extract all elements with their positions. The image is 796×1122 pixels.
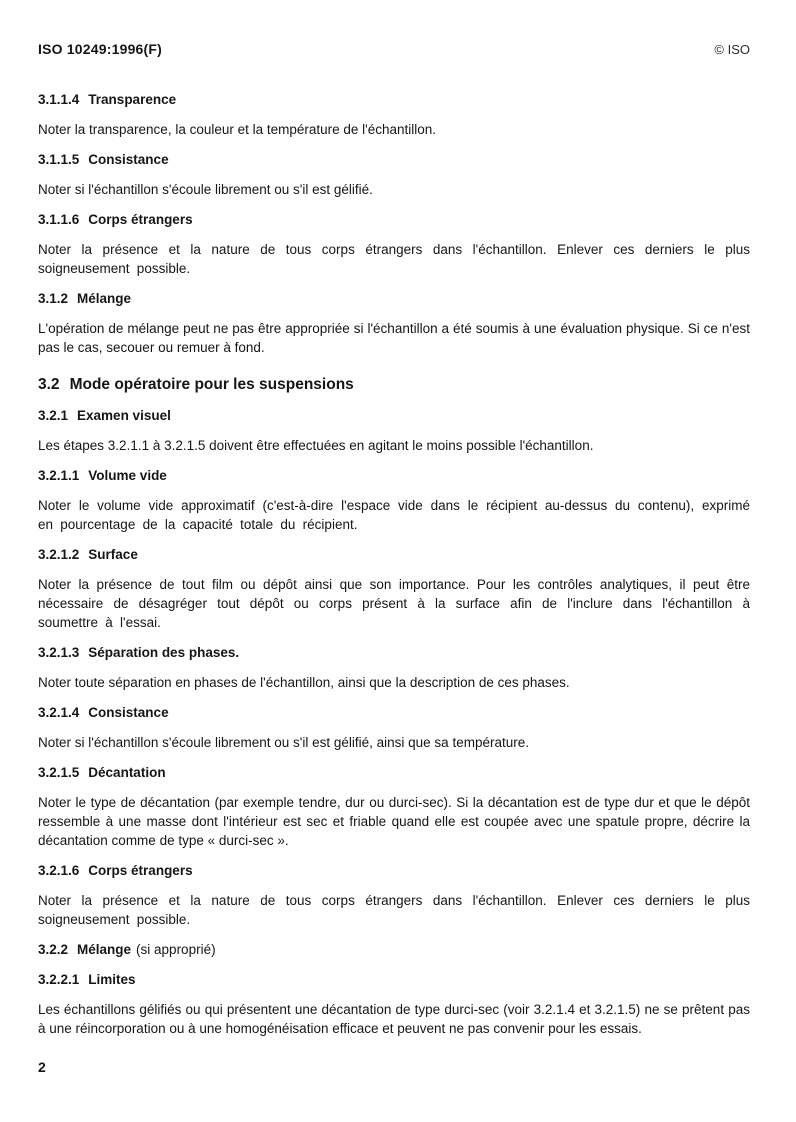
document-reference: ISO 10249:1996(F) [38,41,163,57]
section-title: Consistance [88,152,169,167]
section-heading [38,643,750,662]
section-title: Mélange [77,291,132,306]
section-heading [38,210,750,229]
section-number: 3.1.1.4 [38,92,80,107]
section-number: 3.2 [38,376,60,393]
paragraph: Noter le volume vide approximatif (c'est-à-dire l'espace vide dans le récipient au-dessus du contenu), exprimé en pourcentage de la capacité totale du récipient. [38,498,750,532]
paragraph: Noter la présence et la nature de tous corps étrangers dans l'échantillon. Enlever ces derniers le plus soigneusement possible. [38,242,750,276]
section-title: Corps étrangers [88,863,193,878]
section-title: Surface [88,547,138,562]
section-heading [38,289,750,308]
section-number: 3.2.2 [38,942,69,957]
paragraph: L'opération de mélange peut ne pas être appropriée si l'échantillon a été soumis à une évaluation physique. Si ce n'est pas le cas, secouer ou remuer à fond. [38,321,750,355]
section-number: 3.1.1.5 [38,152,80,167]
section-title: Décantation [88,765,166,780]
section-number: 3.2.1.2 [38,547,80,562]
paragraph: Noter si l'échantillon s'écoule librement ou s'il est gélifié. [38,182,373,197]
section-heading [38,466,750,485]
section-number: 3.1.1.6 [38,212,80,227]
paragraph: Noter la présence de tout film ou dépôt ainsi que son importance. Pour les contrôles analytiques, il peut être nécessaire de désagréger tout dépôt ou corps présent à la surface afin de l'inclure dans l'échantillon à soumettre à l'essai. [38,577,750,630]
paragraph: Noter le type de décantation (par exemple tendre, dur ou durci-sec). Si la décantation est de type dur et que le dépôt ressemble à une masse dont l'intérieur est sec et friable quand elle est coupée avec une spatule propre, décrire la décantation comme de type « durci-sec ». [38,795,750,848]
section-heading [38,545,750,564]
paragraph: Les étapes 3.2.1.1 à 3.2.1.5 doivent être effectuées en agitant le moins possible l'échantillon. [38,438,594,453]
section-title: Examen visuel [77,408,171,423]
copyright-notice: © ISO [714,42,750,57]
section-number: 3.1.2 [38,291,69,306]
section-title: Volume vide [88,468,167,483]
section-number: 3.2.1.4 [38,705,80,720]
section-number: 3.2.2.1 [38,972,80,987]
paragraph: Noter toute séparation en phases de l'échantillon, ainsi que la description de ces phases. [38,675,570,690]
section-number: 3.2.1.1 [38,468,80,483]
section-number: 3.2.1.3 [38,645,80,660]
section-heading [38,150,750,169]
paragraph: Noter si l'échantillon s'écoule librement ou s'il est gélifié, ainsi que sa température. [38,735,529,750]
section-heading [38,861,750,880]
page-number: 2 [38,1059,46,1075]
paragraph: Noter la transparence, la couleur et la température de l'échantillon. [38,122,437,137]
section-heading [38,90,750,109]
paragraph: Noter la présence et la nature de tous corps étrangers dans l'échantillon. Enlever ces derniers le plus soigneusement possible. [38,893,750,927]
section-heading [38,374,750,395]
section-title: Limites [88,972,136,987]
page-content [38,40,750,1038]
section-heading [38,763,750,782]
page-header [38,40,750,59]
section-note: (si approprié) [136,942,216,957]
section-heading [38,703,750,722]
section-title: Consistance [88,705,169,720]
section-title: Transparence [88,92,177,107]
section-number: 3.2.1 [38,408,69,423]
section-title: Séparation des phases. [88,645,240,660]
paragraph: Les échantillons gélifiés ou qui présentent une décantation de type durci-sec (voir 3.2.1.4 et 3.2.1.5) ne se prêtent pas à une réincorporation ou à une homogénéisation efficace et peuvent ne pas convenir pour les essais. [38,1002,750,1036]
section-title: Corps étrangers [88,212,193,227]
document-body [38,90,750,1038]
section-number: 3.2.1.5 [38,765,80,780]
section-title: Mélange [77,942,132,957]
section-heading [38,940,750,959]
section-heading [38,406,750,425]
section-number: 3.2.1.6 [38,863,80,878]
section-title: Mode opératoire pour les suspensions [69,376,354,393]
section-heading [38,970,750,989]
